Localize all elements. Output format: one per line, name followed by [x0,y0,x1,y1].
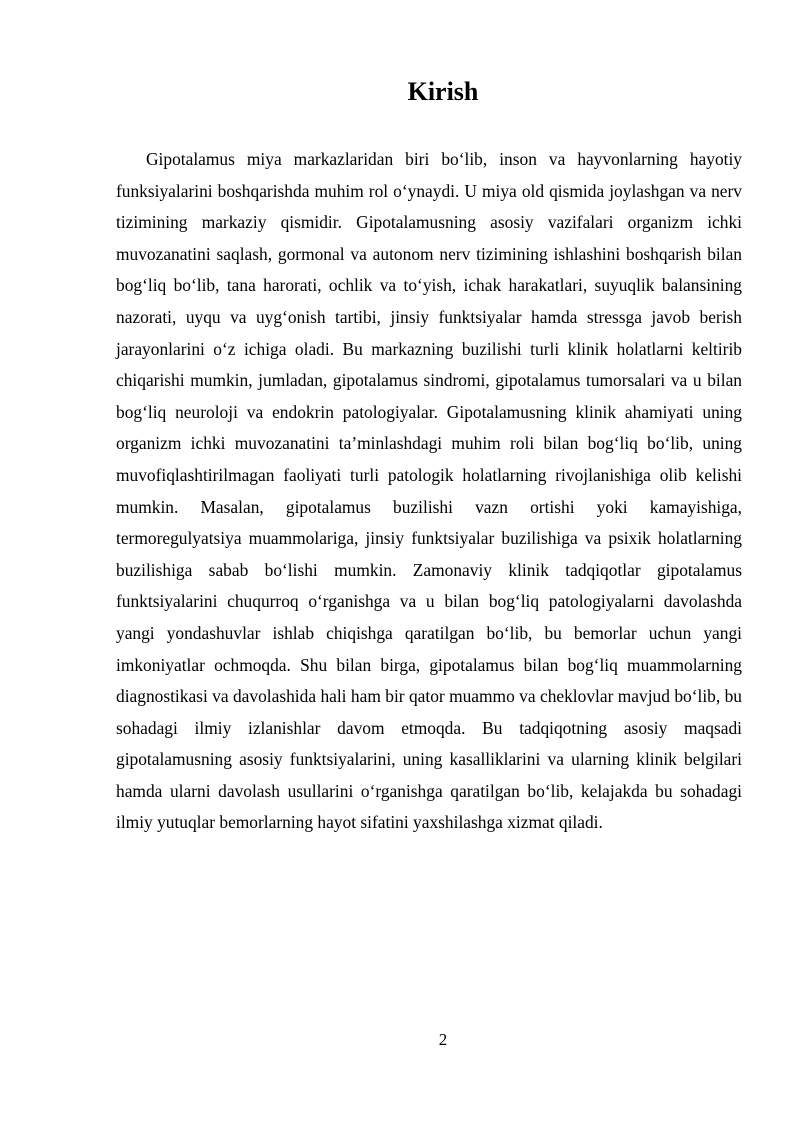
page-title: Kirish [407,77,479,106]
page-number: 2 [438,1030,448,1049]
body-paragraph: Gipotalamus miya markazlaridan biri bo‘lib, inson va hayvonlarning hayotiy funksiyalarini boshqarishda muhim rol o‘ynaydi. U miya old qismida joylashgan va nerv tizimining markaziy qismidir. Gipotalamusning asosiy vazifalari organizm ichki muvozanatini saqlash, gormonal va autonom nerv tizimining ishlashini boshqarish bilan bog‘liq bo‘lib, tana harorati, ochlik va to‘yish, ichak harakatlari, suyuqlik balansining nazorati, uyqu va uyg‘onish tartibi, jinsiy funktsiyalar hamda stressga javob berish jarayonlarini o‘z ichiga oladi. Bu markazning buzilishi turli klinik holatlarni keltirib chiqarishi mumkin, jumladan, gipotalamus sindromi, gipotalamus tumorsalari va u bilan bog‘liq neuroloji va endokrin patologiyalar. Gipotalamusning klinik ahamiyati uning organizm ichki muvozanatini ta’minlashdagi muhim roli bilan bog‘liq bo‘lib, uning muvofiqlashtirilmagan faoliyati turli patologik holatlarning rivojlanishiga olib kelishi mumkin. Masalan, gipotalamus buzilishi vazn ortishi yoki kamayishiga, termoregulyatsiya muammolariga, jinsiy funktsiyalar buzilishiga va psixik holatlarning buzilishiga sabab bo‘lishi mumkin. Zamonaviy klinik tadqiqotlar gipotalamus funktsiyalarini chuqurroq o‘rganishga va u bilan bog‘liq patologiyalarni davolashda yangi yondashuvlar ishlab chiqishga qaratilgan bo‘lib, bu bemorlar uchun yangi imkoniyatlar ochmoqda. Shu bilan birga, gipotalamus bilan bog‘liq muammolarning diagnostikasi va davolashida hali ham bir qator muammo va cheklovlar mavjud bo‘lib, bu sohadagi ilmiy izlanishlar davom etmoqda. Bu tadqiqotning asosiy maqsadi gipotalamusning asosiy funktsiyalarini, uning kasalliklarini va ularning klinik belgilari hamda ularni davolash usullarini o‘rganishga qaratilgan bo‘lib, kelajakda bu sohadagi ilmiy yutuqlar bemorlarning hayot sifatini yaxshilashga xizmat qiladi. [116,149,742,833]
